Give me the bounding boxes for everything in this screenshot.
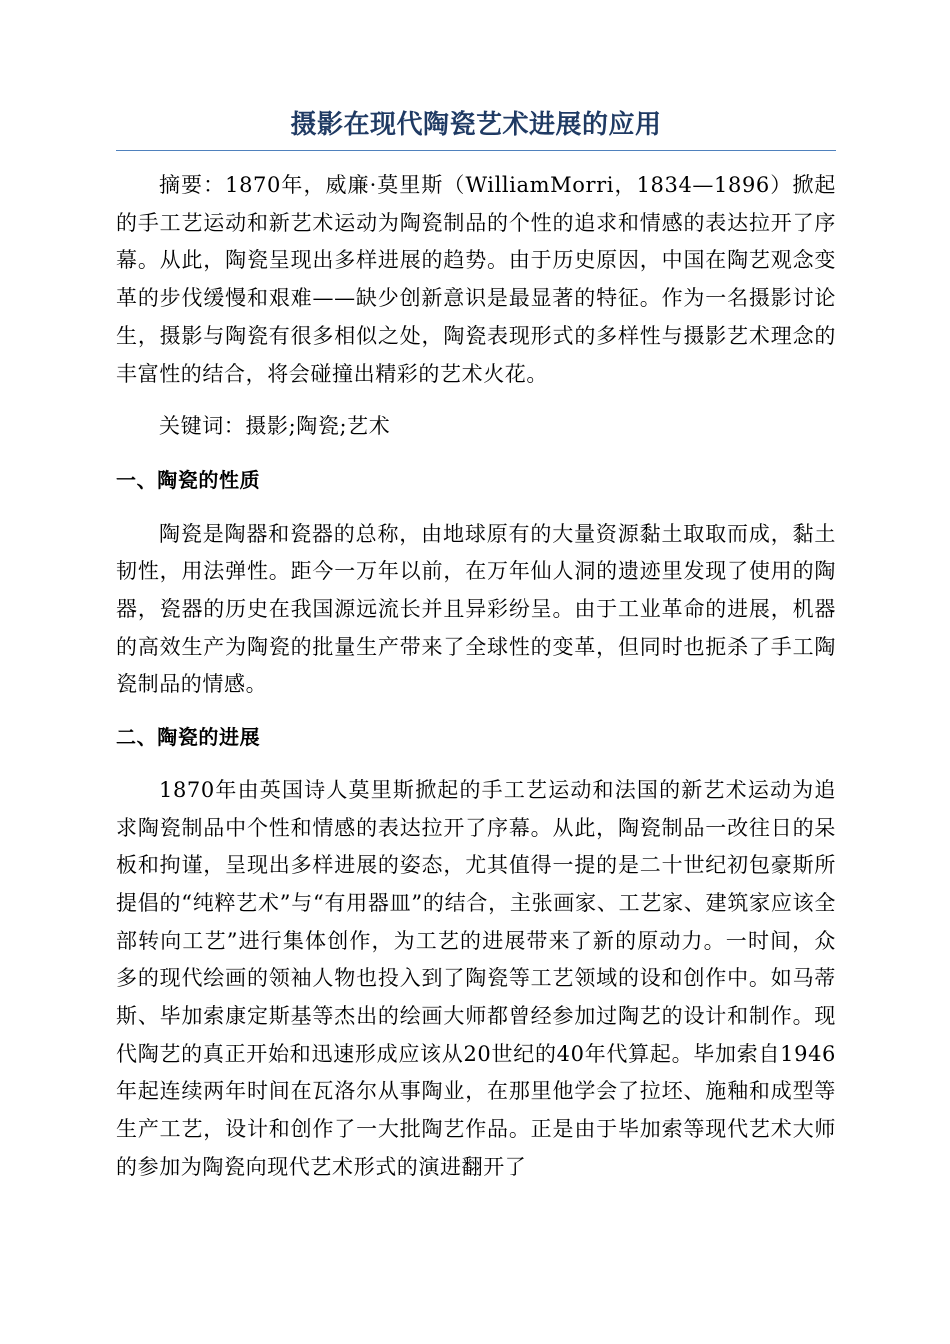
section-body-2: 1870年由英国诗人莫里斯掀起的手工艺运动和法国的新艺术运动为追求陶瓷制品中个性和情感的表达拉开了序幕。从此，陶瓷制品一改往日的呆板和拘谨，呈现出多样进展的姿态，尤其值得一提的是二十世纪初包豪斯所提倡的“纯粹艺术”与“有用器皿”的结合，主张画家、工艺家、建筑家应该全部转向工艺”进行集体创作，为工艺的进展带来了新的原动力。一时间，众多的现代绘画的领袖人物也投入到了陶瓷等工艺领域的设和创作中。如马蒂斯、毕加索康定斯基等杰出的绘画大师都曾经参加过陶艺的设计和制作。现代陶艺的真正开始和迅速形成应该从20世纪的40年代算起。毕加索自1946年起连续两年时间在瓦洛尔从事陶业，在那里他学会了拉坯、施釉和成型等生产工艺，设计和创作了一大批陶艺作品。正是由于毕加索等现代艺术大师的参加为陶瓷向现代艺术形式的演进翻开了 [116,777,836,1179]
section-heading-1: 一、陶瓷的性质 [116,467,261,492]
keywords-line: 关键词：摄影;陶瓷;艺术 [159,414,391,439]
section-body-1: 陶瓷是陶器和瓷器的总称，由地球原有的大量资源黏土取取而成，黏土韧性，用法弹性。距今一万年以前，在万年仙人洞的遗迹里发现了使用的陶器，瓷器的历史在我国源远流长并且异彩纷呈。由于工业革命的进展，机器的高效生产为陶瓷的批量生产带来了全球性的变革，但同时也扼杀了手工陶瓷制品的情感。 [116,521,836,697]
section-heading-2: 二、陶瓷的进展 [116,725,261,750]
document-page [116,108,836,1187]
abstract-paragraph: 摘要：1870年，威廉·莫里斯（WilliamMorri，1834—1896）掀起的手工艺运动和新艺术运动为陶瓷制品的个性的追求和情感的表达拉开了序幕。从此，陶瓷呈现出多样进展的趋势。由于历史原因，中国在陶艺观念变革的步伐缓慢和艰难——缺少创新意识是最显著的特征。作为一名摄影讨论生，摄影与陶瓷有很多相似之处，陶瓷表现形式的多样性与摄影艺术理念的丰富性的结合，将会碰撞出精彩的艺术火花。 [116,173,836,386]
document-title: 摄影在现代陶瓷艺术进展的应用 [116,108,836,151]
